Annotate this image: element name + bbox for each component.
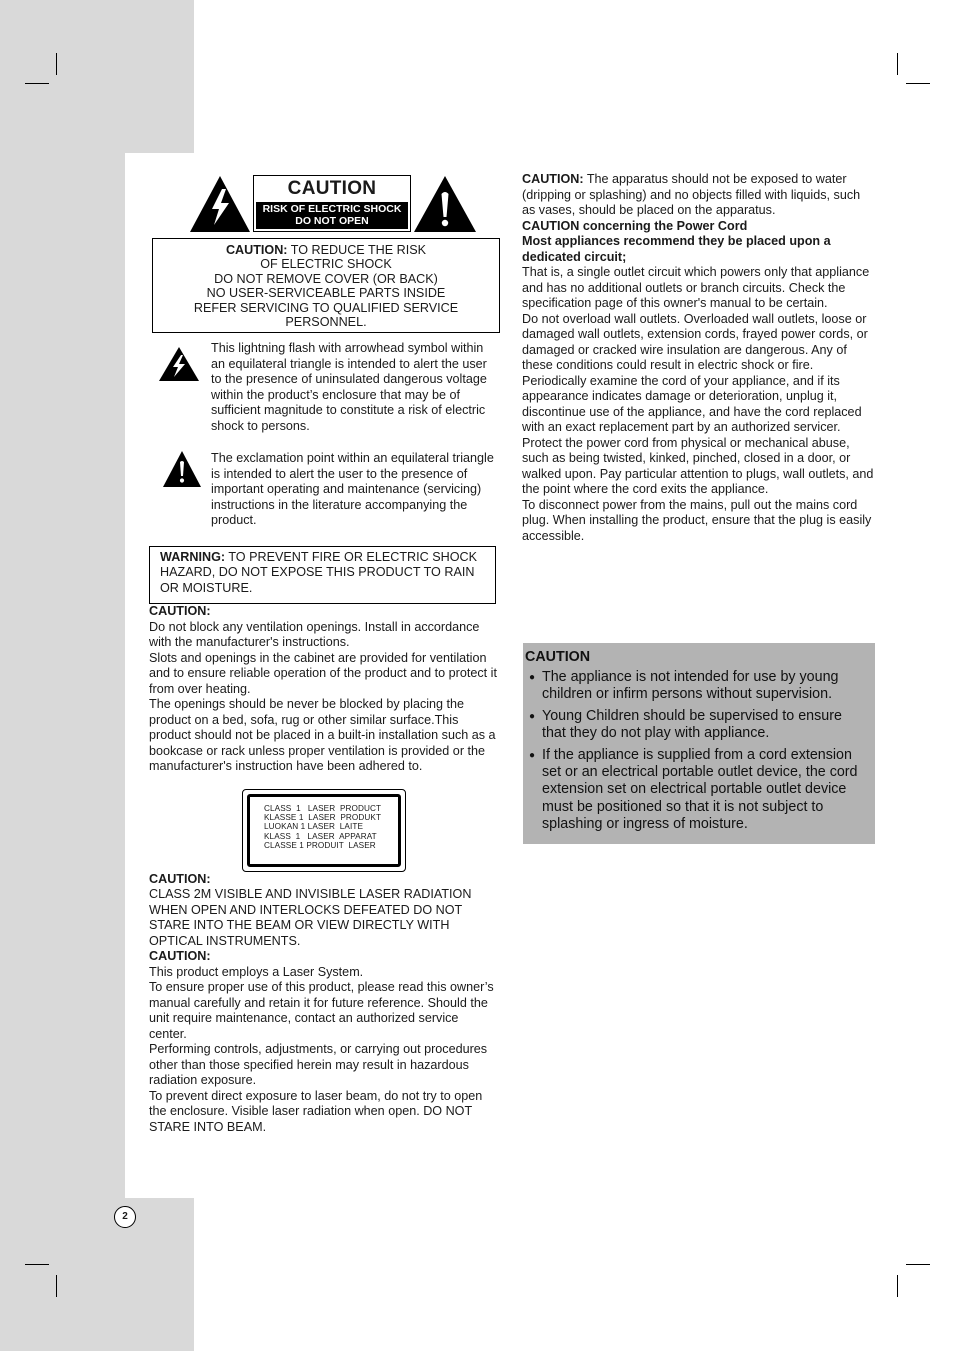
exclamation-triangle-icon: [414, 176, 476, 232]
crop-mark: [897, 53, 898, 75]
paragraph: To prevent direct exposure to laser beam, do not try to open the enclosure. Visible laser radiation when open. DO NOT STARE INTO BEAM.: [149, 1088, 483, 1134]
paragraph: The openings should be never be blocked by placing the product on a bed, sofa, rug or other similar surface.This product should not be placed in a built-in installation such as a bookcase or rack unless proper ventilation is provided or the manufacturer's instruction have been adhered to.: [149, 697, 496, 774]
notice-line: TO REDUCE THE RISK: [287, 243, 427, 257]
notice-line: DO NOT REMOVE COVER (OR BACK): [214, 271, 438, 286]
warning-text: TO PREVENT FIRE OR ELECTRIC SHOCK HAZARD, DO NOT EXPOSE THIS PRODUCT TO RAIN OR MOISTURE.: [160, 549, 477, 595]
caution-box-title: CAUTION: [525, 649, 591, 665]
lightning-triangle-icon: [190, 176, 250, 232]
bullet-icon: ●: [529, 749, 536, 761]
caution-bullet-item: [523, 669, 875, 704]
paragraph: To disconnect power from the mains, pull out the mains cord plug. When installing the product, ensure that the plug is easily accessible.: [522, 497, 872, 543]
caution-label-subtitle: [256, 202, 408, 229]
paragraph: This product employs a Laser System.: [149, 964, 364, 979]
caution-bullet-text: If the appliance is supplied from a cord extension set or an electrical portable outlet device, the cord extension set on electrical portable outlet device must be positioned so that it is not subject to splashing or ingress of moisture.: [542, 746, 858, 833]
exclamation-description: The exclamation point within an equilateral triangle is intended to alert the user to the presence of important operating and maintenance (servicing) instructions in the literature accompanying the product.: [211, 451, 494, 528]
bullet-icon: ●: [529, 672, 536, 683]
paragraph: Protect the power cord from physical or mechanical abuse, such as being twisted, kinked, pinched, closed in a door, or walked upon. Pay particular attention to plugs, wall outlets, and the point where the cord exits the appliance.: [522, 435, 874, 496]
bullet-icon: ●: [529, 710, 536, 722]
caution-bullet-text: Young Children should be supervised to ensure that they do not play with appliance.: [542, 707, 842, 742]
caution-bullet-item: [523, 747, 875, 834]
paragraph: Slots and openings in the cabinet are provided for ventilation and to ensure reliable operation of the product and to protect it from over heating.: [149, 650, 497, 696]
laser-label-line: LUOKAN 1 LASER LAITE: [264, 822, 364, 832]
label-sub-line: DO NOT OPEN: [295, 214, 369, 227]
section-heading: CAUTION:: [149, 949, 211, 964]
section-subheading: Most appliances recommend they be placed upon a dedicated circuit;: [522, 234, 831, 264]
caution-bullet-text: The appliance is not intended for use by young children or infirm persons without supervision.: [542, 669, 839, 703]
warning-label: WARNING:: [160, 549, 226, 564]
left-column: [149, 170, 499, 1135]
crop-mark: [906, 83, 930, 84]
crop-mark: [897, 1275, 898, 1297]
exclamation-symbol-explanation: [149, 451, 499, 529]
notice-line: NO USER-SERVICEABLE PARTS INSIDE: [206, 286, 446, 301]
laser-label-line: CLASSE 1 PRODUIT LASER: [264, 840, 376, 850]
crop-mark: [25, 83, 49, 84]
shock-risk-notice: [152, 238, 500, 333]
notice-line: PERSONNEL.: [285, 315, 367, 330]
paragraph: That is, a single outlet circuit which powers only that appliance and has no additional outlets or branch circuits. Check the specification page of this owner's manual to be certain.: [522, 265, 870, 310]
warning-box: [149, 546, 496, 605]
right-column: [522, 172, 874, 544]
child-safety-caution-box: [523, 643, 875, 844]
section-heading: CAUTION:: [149, 604, 211, 619]
section-heading: CAUTION concerning the Power Cord: [522, 218, 748, 233]
section-heading: CAUTION:: [149, 871, 211, 886]
paragraph: To ensure proper use of this product, please read this owner’s manual carefully and retain it for future reference. Should the unit require maintenance, contact an authorized service center.: [149, 980, 494, 1041]
notice-line: REFER SERVICING TO QUALIFIED SERVICE: [193, 300, 459, 315]
page-number: 2: [114, 1206, 136, 1228]
crop-mark: [56, 53, 57, 75]
crop-mark: [56, 1275, 57, 1297]
paragraph: CLASS 2M VISIBLE AND INVISIBLE LASER RADIATION WHEN OPEN AND INTERLOCKS DEFEATED DO NOT STARE INTO THE BEAM OR VIEW DIRECTLY WITH OPTICAL INSTRUMENTS.: [149, 887, 472, 948]
caution-label-header: [149, 170, 499, 232]
paragraph: Performing controls, adjustments, or carrying out procedures other than those specified herein may result in hazardous radiation exposure.: [149, 1042, 488, 1088]
caution-bullet-item: [523, 708, 875, 743]
paragraph: Do not overload wall outlets. Overloaded wall outlets, loose or damaged wall outlets, extension cords, frayed power cords, or damaged or cracked wire insulation are dangerous. Any of these conditions could result in electric shock or fire. Periodically examine the cord of your appliance, and if its appearance indicates damage or deterioration, unplug it, discontinue use of the appliance, and have the cord replaced with an exact replacement part by an authorized servicer.: [522, 311, 868, 434]
laser-label-inner: [247, 794, 401, 867]
lightning-triangle-icon: [159, 347, 199, 381]
crop-mark: [906, 1264, 930, 1265]
paragraph: Do not block any ventilation openings. Install in accordance with the manufacturer's instructions.: [149, 619, 480, 650]
laser-product-label: [242, 789, 406, 872]
lightning-description: This lightning flash with arrowhead symbol within an equilateral triangle is intended to alert the user to the presence of uninsulated dangerous voltage within the product’s enclosure that may be of sufficient magnitude to constitute a risk of electric shock to persons.: [211, 341, 487, 433]
notice-line: OF ELECTRIC SHOCK: [260, 257, 392, 272]
label-sub-line: RISK OF ELECTRIC SHOCK: [262, 203, 402, 215]
crop-mark: [25, 1264, 49, 1265]
laser-label-line: CLASS 1 LASER PRODUCT: [264, 803, 382, 813]
water-caution-label: CAUTION:: [522, 172, 584, 186]
water-caution-text: The apparatus should not be exposed to water (dripping or splashing) and no objects filled with liquids, such as vases, should be placed on the apparatus.: [522, 172, 861, 217]
caution-label-title: CAUTION: [287, 178, 377, 199]
laser-label-line: KLASSE 1 LASER PRODUKT: [264, 813, 382, 823]
caution-label: [253, 175, 411, 232]
lightning-symbol-explanation: [149, 341, 499, 434]
notice-bold: CAUTION:: [225, 243, 288, 257]
exclamation-triangle-icon: [163, 451, 201, 487]
laser-label-line: KLASS 1 LASER APPARAT: [264, 831, 377, 841]
caution-bullet-list: [523, 669, 875, 838]
